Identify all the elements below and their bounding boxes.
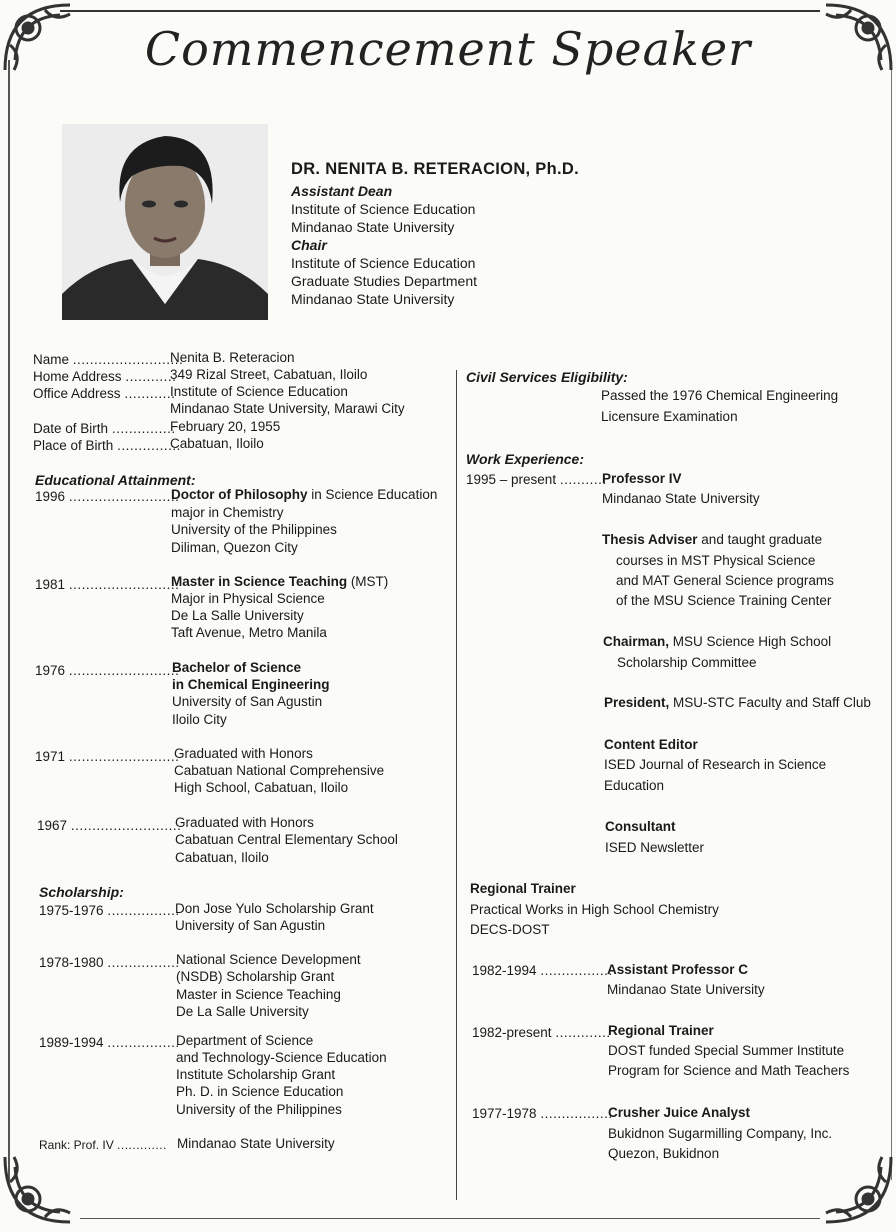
frame-border-right [891, 60, 892, 1180]
education-year: 1967 .......................... [37, 818, 182, 833]
scholarship-detail: and Technology-Science Education [176, 1050, 387, 1065]
personal-label: Home Address ............ [33, 369, 177, 384]
work-year: 1995 – present ........... [466, 472, 607, 487]
education-degree: in Chemical Engineering [172, 677, 330, 692]
education-detail: Iloilo City [172, 712, 227, 727]
education-detail: Taft Avenue, Metro Manila [171, 625, 327, 640]
work-duty-detail: ISED Newsletter [605, 840, 705, 855]
work-title: Regional Trainer [608, 1023, 714, 1038]
education-degree: Master in Science Teaching (MST) [171, 574, 389, 589]
work-duty-detail: Practical Works in High School Chemistry [470, 902, 719, 917]
scholarship-detail: Institute Scholarship Grant [176, 1067, 336, 1082]
work-title: Crusher Juice Analyst [608, 1105, 751, 1120]
scholarship-detail: University of San Agustin [175, 918, 326, 933]
eligibility-detail: Passed the 1976 Chemical Engineering [601, 388, 839, 403]
personal-label: Office Address ............ [33, 386, 176, 401]
work-duty: Chairman, MSU Science High School [603, 634, 832, 649]
role-title: Chair [291, 237, 327, 253]
work-org: Mindanao State University [602, 491, 760, 506]
work-org: Quezon, Bukidnon [608, 1146, 720, 1161]
education-detail: De La Salle University [171, 608, 304, 623]
work-title: Regional Trainer [470, 881, 576, 896]
work-year: 1982-present ............. [472, 1025, 611, 1040]
education-detail: Cabatuan Central Elementary School [175, 832, 398, 847]
speaker-header [291, 160, 579, 308]
scholarship-year: 1978-1980 ................. [39, 955, 180, 970]
scholarship-detail: University of the Philippines [176, 1102, 342, 1117]
speaker-name: DR. NENITA B. RETERACION, Ph.D. [291, 160, 579, 178]
eligibility-heading: Civil Services Eligibility: [466, 369, 628, 385]
personal-label: Place of Birth ............... [33, 438, 181, 453]
education-detail: Major in Physical Science [171, 591, 325, 606]
role-title: Assistant Dean [291, 183, 393, 199]
work-title: Assistant Professor C [607, 962, 749, 977]
education-degree: Graduated with Honors [174, 746, 313, 761]
scholarship-detail: Master in Science Teaching [176, 987, 341, 1002]
work-year: 1982-1994 ................. [472, 963, 613, 978]
work-year: 1977-1978 ................. [472, 1106, 613, 1121]
work-duty-detail: Education [604, 778, 665, 793]
personal-label: Date of Birth ............... [33, 421, 176, 436]
education-degree: Graduated with Honors [175, 815, 314, 830]
work-duty-detail: and MAT General Science programs [616, 573, 834, 588]
education-degree: Bachelor of Science [172, 660, 302, 675]
scholarship-year: 1989-1994 ................. [39, 1035, 180, 1050]
work-org: Bukidnon Sugarmilling Company, Inc. [608, 1126, 833, 1141]
work-duty-detail: ISED Journal of Research in Science [604, 757, 827, 772]
education-detail: University of the Philippines [171, 522, 337, 537]
work-duty-detail: DECS-DOST [470, 922, 550, 937]
eligibility-detail: Licensure Examination [601, 409, 738, 424]
personal-value: Institute of Science Education [170, 384, 348, 399]
education-detail: High School, Cabatuan, Iloilo [174, 780, 349, 795]
rank-value: Mindanao State University [177, 1136, 335, 1151]
role-detail: Institute of Science Education [291, 201, 476, 217]
work-heading: Work Experience: [466, 451, 585, 467]
page-title: Commencement Speaker [144, 22, 752, 76]
scholarship-detail: De La Salle University [176, 1004, 309, 1019]
scholarship-heading: Scholarship: [39, 884, 124, 900]
corner-ornament-bottom-left [0, 1117, 110, 1227]
scholarship-detail: (NSDB) Scholarship Grant [176, 969, 335, 984]
rank-label: Rank: Prof. IV ............. [39, 1138, 167, 1152]
personal-value: Mindanao State University, Marawi City [170, 401, 405, 416]
scholarship-detail: Ph. D. in Science Education [176, 1084, 344, 1099]
work-duty: Thesis Adviser and taught graduate [602, 532, 823, 547]
education-degree: Doctor of Philosophy in Science Education [171, 487, 438, 502]
education-detail: Cabatuan National Comprehensive [174, 763, 385, 778]
speaker-portrait [62, 124, 268, 320]
frame-border-top [60, 10, 820, 12]
personal-value: Cabatuan, Iloilo [170, 436, 264, 451]
education-year: 1996 .......................... [35, 489, 180, 504]
role-detail: Mindanao State University [291, 291, 455, 307]
education-detail: Diliman, Quezon City [171, 540, 298, 555]
education-year: 1981 .......................... [35, 577, 180, 592]
scholarship-detail: National Science Development [176, 952, 361, 967]
work-title: Consultant [605, 819, 676, 834]
personal-value: February 20, 1955 [170, 419, 281, 434]
education-year: 1971 .......................... [35, 749, 180, 764]
education-detail: University of San Agustin [172, 694, 323, 709]
scholarship-detail: Don Jose Yulo Scholarship Grant [175, 901, 374, 916]
scholarship-year: 1975-1976 ................. [39, 903, 180, 918]
scholarship-detail: Department of Science [176, 1033, 314, 1048]
personal-label: Name .......................... [33, 352, 184, 367]
role-detail: Institute of Science Education [291, 255, 476, 271]
work-title: Professor IV [602, 471, 682, 486]
work-title: Content Editor [604, 737, 698, 752]
work-org: Program for Science and Math Teachers [608, 1063, 850, 1078]
role-detail: Mindanao State University [291, 219, 455, 235]
column-divider [456, 370, 457, 1200]
work-duty: President, MSU-STC Faculty and Staff Club [604, 695, 871, 710]
work-duty-detail: of the MSU Science Training Center [616, 593, 832, 608]
education-year: 1976 .......................... [35, 663, 180, 678]
work-duty-detail: courses in MST Physical Science [616, 553, 816, 568]
work-org: Mindanao State University [607, 982, 765, 997]
frame-border-left [8, 60, 10, 1180]
education-detail: major in Chemistry [171, 505, 284, 520]
education-detail: Cabatuan, Iloilo [175, 850, 269, 865]
personal-value: Nenita B. Reteracion [170, 350, 295, 365]
role-detail: Graduate Studies Department [291, 273, 477, 289]
frame-border-bottom [80, 1218, 820, 1219]
personal-value: 349 Rizal Street, Cabatuan, Iloilo [170, 367, 368, 382]
work-duty-detail: Scholarship Committee [617, 655, 757, 670]
education-heading: Educational Attainment: [35, 472, 196, 488]
work-org: DOST funded Special Summer Institute [608, 1043, 845, 1058]
